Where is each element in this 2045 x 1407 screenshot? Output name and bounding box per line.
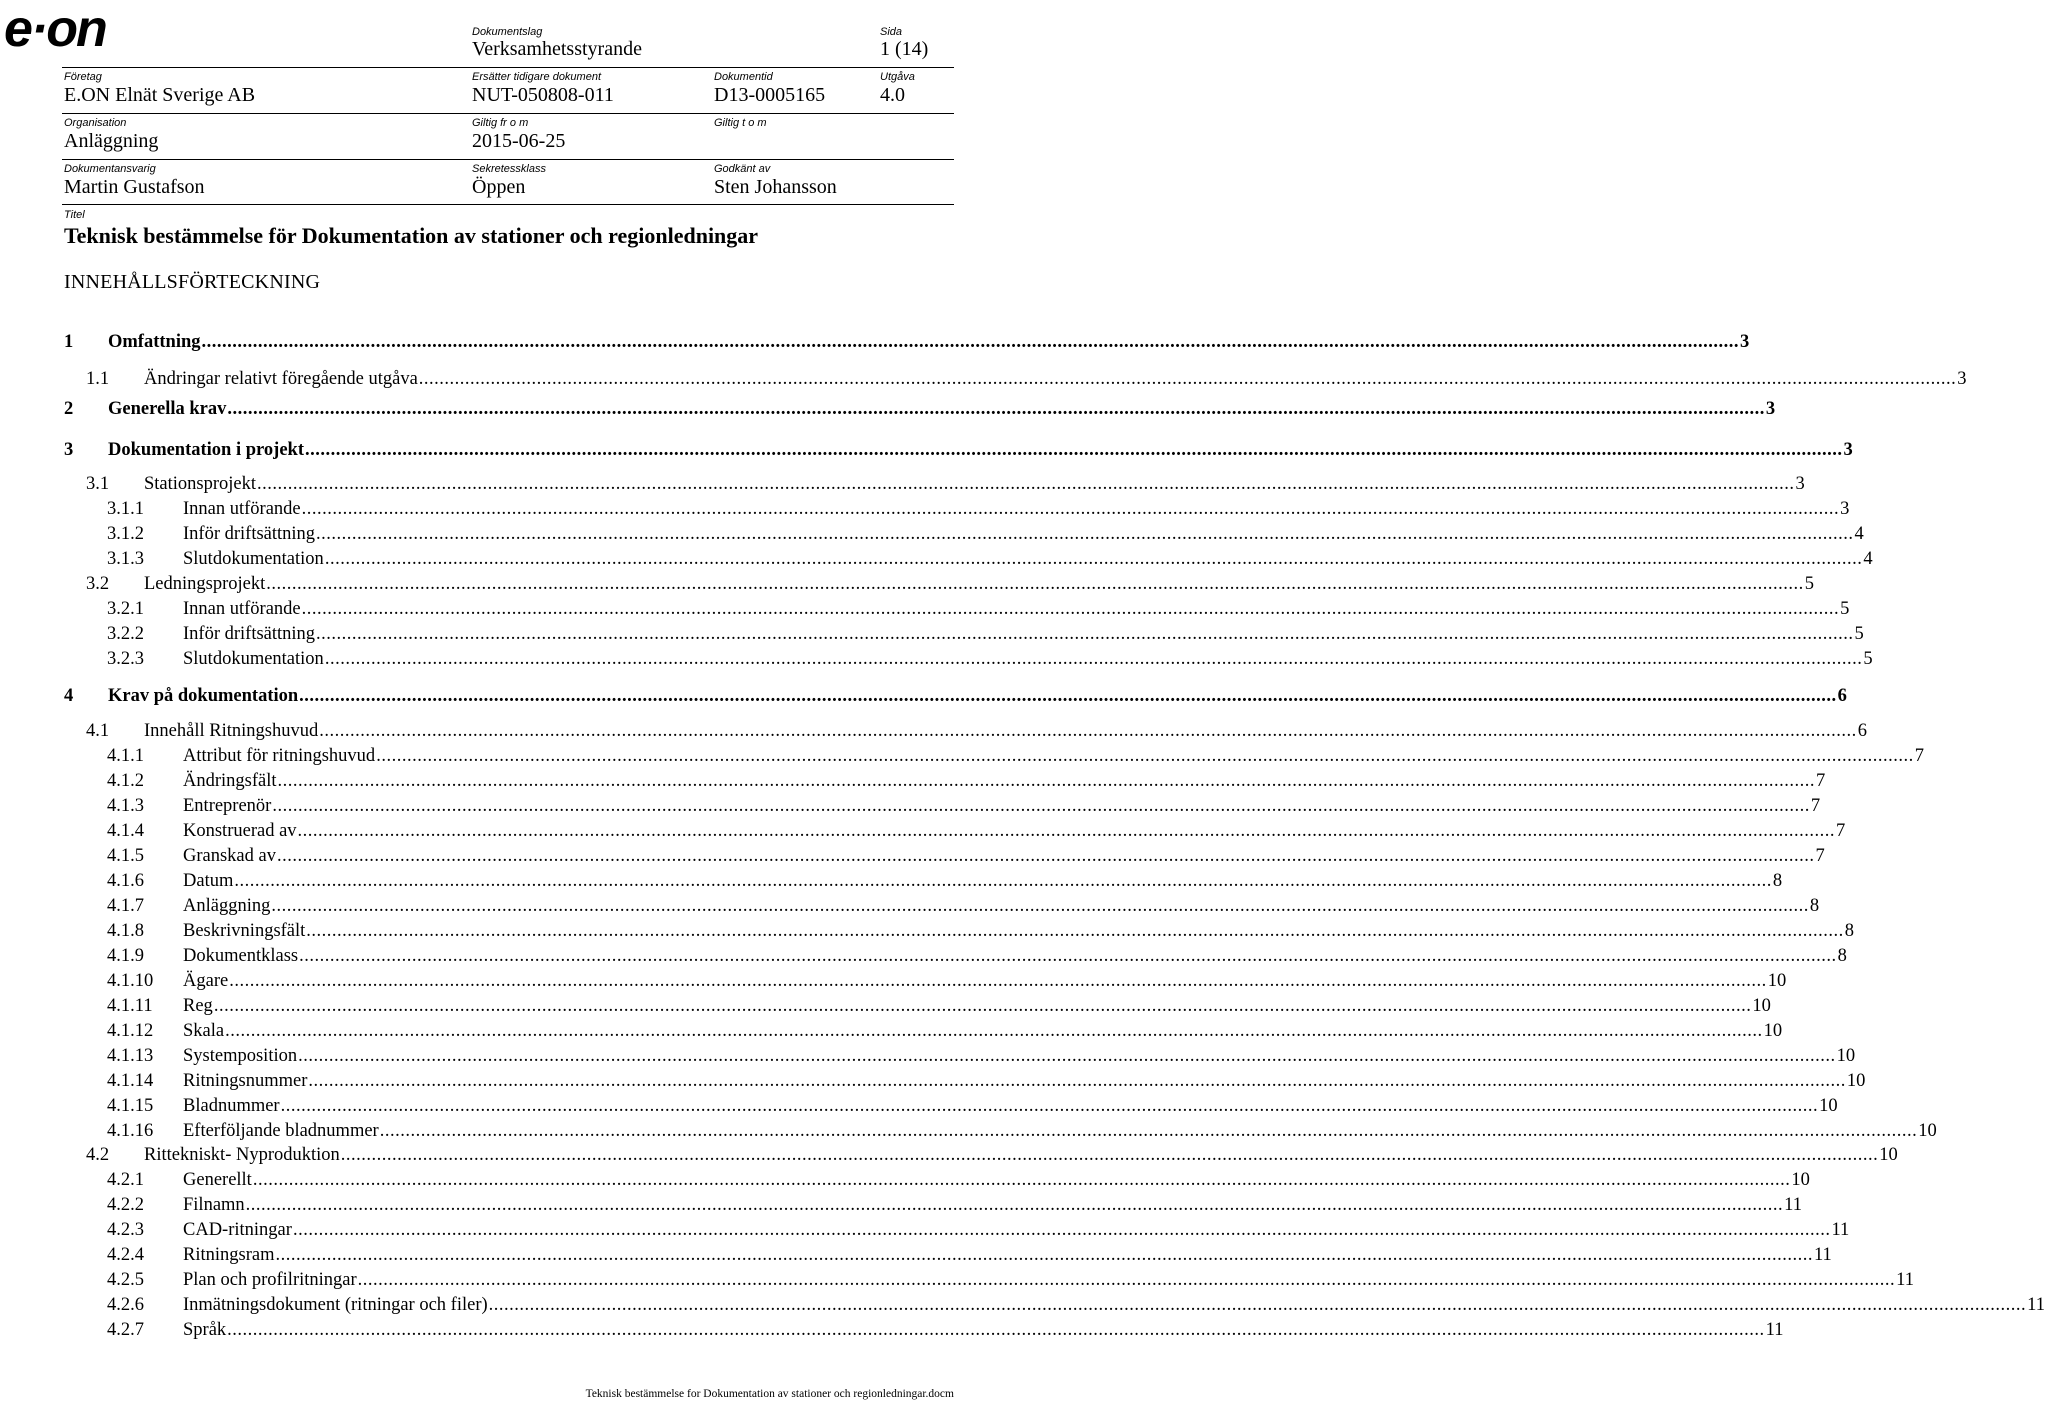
eon-logo <box>4 0 164 58</box>
toc-entry-title: Ritningsram <box>183 1245 275 1265</box>
toc-dot-leader: ............................................................................................................................................................................................................................................................................................................ <box>272 796 1810 816</box>
toc-entry-page: 11 <box>1896 1270 1914 1290</box>
toc-entry[interactable] <box>107 498 1850 520</box>
toc-entry[interactable] <box>107 745 1924 767</box>
toc-entry-page: 8 <box>1772 871 1783 891</box>
value-sekretessklass: Öppen <box>472 176 526 198</box>
toc-entry-title: Slutdokumentation <box>183 649 324 669</box>
toc-dot-leader: ............................................................................................................................................................................................................................................................................................................ <box>276 846 1815 866</box>
toc-entry-title: Granskad av <box>183 846 276 866</box>
toc-entry-number: 4.1.3 <box>107 796 144 816</box>
toc-entry-number: 3.1.3 <box>107 549 144 569</box>
value-organisation: Anläggning <box>64 130 159 152</box>
toc-entry-page: 3 <box>1843 440 1853 460</box>
label-foretag: Företag <box>64 71 102 83</box>
toc-entry-title: Ändringar relativt föregående utgåva <box>144 369 418 389</box>
toc-entry-number: 4.2.1 <box>107 1170 144 1190</box>
toc-entry-page: 10 <box>1819 1096 1838 1116</box>
toc-entry-number: 4.1.15 <box>107 1096 154 1116</box>
toc-entry-number: 4.1.9 <box>107 946 144 966</box>
toc-entry-number: 4.1.4 <box>107 821 144 841</box>
toc-entry[interactable] <box>107 1319 1784 1341</box>
toc-dot-leader: ............................................................................................................................................................................................................................................................................................................ <box>227 1320 1765 1340</box>
toc-entry[interactable] <box>107 598 1850 620</box>
toc-entry-title: Beskrivningsfält <box>183 921 306 941</box>
header-rule <box>62 159 954 160</box>
toc-entry-title: Språk <box>183 1320 227 1340</box>
label-dokumentansvarig: Dokumentansvarig <box>64 163 156 175</box>
toc-dot-leader: ............................................................................................................................................................................................................................................................................................................ <box>488 1295 2027 1315</box>
toc-entry-title: Efterföljande bladnummer <box>183 1121 379 1141</box>
toc-entry-page: 10 <box>1836 1046 1856 1066</box>
toc-entry-page: 6 <box>1837 686 1847 706</box>
toc-entry-page: 4 <box>1863 549 1873 569</box>
toc-entry-title: Ledningsprojekt <box>144 574 266 594</box>
toc-entry[interactable] <box>107 523 1864 545</box>
toc-entry[interactable] <box>107 970 1787 992</box>
toc-dot-leader: ............................................................................................................................................................................................................................................................................................................ <box>201 332 1739 352</box>
toc-entry-number: 4.2.5 <box>107 1270 144 1290</box>
toc-entry-number: 4.1.12 <box>107 1021 154 1041</box>
value-ersatter: NUT-050808-011 <box>472 84 614 106</box>
toc-dot-leader: ............................................................................................................................................................................................................................................................................................................ <box>418 369 1957 389</box>
toc-entry-page: 3 <box>1957 369 1967 389</box>
toc-entry-number: 4.1.7 <box>107 896 144 916</box>
label-organisation: Organisation <box>64 117 127 129</box>
toc-entry[interactable] <box>107 1294 2045 1316</box>
toc-entry-title: Omfattning <box>108 332 201 352</box>
toc-dot-leader: ............................................................................................................................................................................................................................................................................................................ <box>280 1096 1819 1116</box>
toc-entry-page: 11 <box>1831 1220 1850 1240</box>
toc-entry-page: 10 <box>1752 996 1771 1016</box>
toc-entry[interactable] <box>86 473 1805 495</box>
toc-entry[interactable] <box>64 685 1847 707</box>
toc-entry-title: Rittekniskt- Nyproduktion <box>144 1145 340 1165</box>
toc-entry-title: Generella krav <box>108 399 227 419</box>
toc-entry[interactable] <box>86 1144 1898 1166</box>
toc-entry-page: 10 <box>1763 1021 1783 1041</box>
toc-entry-number: 4.1.14 <box>107 1071 154 1091</box>
toc-entry-page: 3 <box>1740 332 1750 352</box>
toc-entry-page: 11 <box>1784 1195 1802 1215</box>
toc-entry-title: Attribut för ritningshuvud <box>183 746 376 766</box>
toc-entry-title: Konstruerad av <box>183 821 297 841</box>
header-rule <box>62 113 954 114</box>
toc-entry-number: 1.1 <box>86 369 110 389</box>
toc-entry[interactable] <box>107 820 1846 842</box>
toc-entry-number: 2 <box>64 399 74 419</box>
header-rule <box>62 67 954 68</box>
toc-entry-page: 5 <box>1854 624 1864 644</box>
toc-entry-number: 4.1.13 <box>107 1046 154 1066</box>
toc-entry-number: 3 <box>64 440 74 460</box>
toc-entry-title: CAD-ritningar <box>183 1220 292 1240</box>
toc-entry-number: 4.1.16 <box>107 1121 154 1141</box>
toc-entry[interactable] <box>107 795 1821 817</box>
toc-entry-title: Anläggning <box>183 896 271 916</box>
toc-entry-number: 3.2 <box>86 574 110 594</box>
toc-dot-leader: ............................................................................................................................................................................................................................................................................................................ <box>299 946 1837 966</box>
value-foretag: E.ON Elnät Sverige AB <box>64 84 256 106</box>
toc-entry[interactable] <box>64 331 1750 353</box>
toc-entry-page: 10 <box>1879 1145 1898 1165</box>
header-rule <box>62 204 954 205</box>
label-dokumentslag: Dokumentslag <box>472 26 543 38</box>
toc-entry-page: 5 <box>1804 574 1815 594</box>
toc-entry-number: 4.1.6 <box>107 871 144 891</box>
toc-entry-title: Dokumentklass <box>183 946 299 966</box>
toc-entry-title: Reg <box>183 996 213 1016</box>
toc-entry-title: Innehåll Ritningshuvud <box>144 721 319 741</box>
toc-entry-page: 10 <box>1791 1170 1810 1190</box>
value-dokumentslag: Verksamhetsstyrande <box>472 38 642 60</box>
toc-entry-page: 4 <box>1854 524 1864 544</box>
toc-dot-leader: ............................................................................................................................................................................................................................................................................................................ <box>376 746 1914 766</box>
toc-entry-page: 10 <box>1918 1121 1937 1141</box>
toc-entry-page: 8 <box>1837 946 1847 966</box>
eon-logo-mark <box>4 0 164 58</box>
toc-entry-page: 3 <box>1840 499 1850 519</box>
toc-entry-page: 11 <box>1765 1320 1784 1340</box>
toc-entry-title: Slutdokumentation <box>183 549 324 569</box>
toc-entry-title: Dokumentation i projekt <box>108 440 304 460</box>
toc-dot-leader: ............................................................................................................................................................................................................................................................................................................ <box>297 821 1836 841</box>
toc-entry-number: 3.1.2 <box>107 524 144 544</box>
toc-entry-number: 4.1.1 <box>107 746 144 766</box>
toc-dot-leader: ............................................................................................................................................................................................................................................................................................................ <box>229 971 1767 991</box>
label-giltig-tom: Giltig t o m <box>714 117 767 129</box>
toc-dot-leader: ............................................................................................................................................................................................................................................................................................................ <box>306 921 1844 941</box>
toc-dot-leader: ............................................................................................................................................................................................................................................................................................................ <box>324 649 1863 669</box>
label-ersatter: Ersätter tidigare dokument <box>472 71 602 83</box>
toc-entry-page: 3 <box>1795 474 1805 494</box>
toc-dot-leader: ............................................................................................................................................................................................................................................................................................................ <box>324 549 1863 569</box>
toc-dot-leader: ............................................................................................................................................................................................................................................................................................................ <box>340 1145 1879 1165</box>
value-dokumentansvarig: Martin Gustafson <box>64 176 205 198</box>
toc-entry-title: Ägare <box>183 971 229 991</box>
toc-entry[interactable] <box>107 648 1873 670</box>
toc-dot-leader: ............................................................................................................................................................................................................................................................................................................ <box>271 896 1809 916</box>
eon-logo-text: e·on <box>4 0 106 58</box>
toc-dot-leader: ............................................................................................................................................................................................................................................................................................................ <box>299 686 1837 706</box>
value-sida: 1 (14) <box>880 38 929 60</box>
toc-entry-page: 7 <box>1815 846 1825 866</box>
toc-entry-title: Bladnummer <box>183 1096 280 1116</box>
toc-entry[interactable] <box>107 1095 1838 1117</box>
toc-entry-number: 4.2.7 <box>107 1320 144 1340</box>
toc-entry-number: 4.2.6 <box>107 1295 144 1315</box>
toc-entry[interactable] <box>107 920 1855 942</box>
toc-entry[interactable] <box>107 1120 1937 1142</box>
label-godkant-av: Godkänt av <box>714 163 771 175</box>
toc-entry-title: Inför driftsättning <box>183 524 316 544</box>
toc-dot-leader: ............................................................................................................................................................................................................................................................................................................ <box>316 624 1854 644</box>
toc-entry[interactable] <box>107 623 1864 645</box>
label-giltig-from: Giltig fr o m <box>472 117 529 129</box>
toc-dot-leader: ............................................................................................................................................................................................................................................................................................................ <box>225 1021 1763 1041</box>
toc-dot-leader: ............................................................................................................................................................................................................................................................................................................ <box>245 1195 1784 1215</box>
toc-entry-number: 3.1.1 <box>107 499 144 519</box>
toc-dot-leader: ............................................................................................................................................................................................................................................................................................................ <box>304 440 1843 460</box>
toc-entry-number: 4.2.3 <box>107 1220 144 1240</box>
toc-dot-leader: ............................................................................................................................................................................................................................................................................................................ <box>316 524 1854 544</box>
toc-dot-leader: ............................................................................................................................................................................................................................................................................................................ <box>266 574 1804 594</box>
toc-entry-number: 3.2.1 <box>107 599 144 619</box>
toc-entry-page: 7 <box>1816 771 1826 791</box>
toc-dot-leader: ............................................................................................................................................................................................................................................................................................................ <box>308 1071 1846 1091</box>
toc-entry-title: Krav på dokumentation <box>108 686 299 706</box>
toc-entry-title: Stationsprojekt <box>144 474 257 494</box>
toc-dot-leader: ............................................................................................................................................................................................................................................................................................................ <box>379 1121 1918 1141</box>
toc-entry-number: 4.1.10 <box>107 971 154 991</box>
toc-entry-title: Innan utförande <box>183 599 301 619</box>
label-utgava: Utgåva <box>880 71 915 83</box>
toc-entry[interactable] <box>107 845 1825 867</box>
toc-entry-page: 5 <box>1840 599 1850 619</box>
toc-entry[interactable] <box>107 770 1826 792</box>
toc-entry-page: 10 <box>1767 971 1787 991</box>
toc-entry-title: Plan och profilritningar <box>183 1270 357 1290</box>
toc-dot-leader: ............................................................................................................................................................................................................................................................................................................ <box>301 599 1840 619</box>
toc-entry-page: 11 <box>1813 1245 1832 1265</box>
toc-entry[interactable] <box>86 573 1815 595</box>
toc-entry[interactable] <box>107 548 1873 570</box>
toc-entry-title: Inför driftsättning <box>183 624 316 644</box>
toc-dot-leader: ............................................................................................................................................................................................................................................................................................................ <box>357 1270 1896 1290</box>
label-dokumentid: Dokumentid <box>714 71 773 83</box>
value-utgava: 4.0 <box>880 84 905 106</box>
toc-entry-number: 4.1 <box>86 721 110 741</box>
toc-entry[interactable] <box>107 895 1820 917</box>
toc-entry[interactable] <box>86 368 1967 390</box>
toc-dot-leader: ............................................................................................................................................................................................................................................................................................................ <box>298 1046 1836 1066</box>
toc-dot-leader: ............................................................................................................................................................................................................................................................................................................ <box>257 474 1795 494</box>
label-sida: Sida <box>880 26 903 38</box>
toc-entry-page: 5 <box>1863 649 1873 669</box>
toc-entry[interactable] <box>107 1169 1810 1191</box>
value-godkant-av: Sten Johansson <box>714 176 837 198</box>
toc-entry-number: 4.2.4 <box>107 1245 144 1265</box>
toc-dot-leader: ............................................................................................................................................................................................................................................................................................................ <box>227 399 1765 419</box>
toc-entry-title: Filnamn <box>183 1195 245 1215</box>
toc-entry-title: Ändringsfält <box>183 771 277 791</box>
label-sekretessklass: Sekretessklass <box>472 163 546 175</box>
toc-dot-leader: ............................................................................................................................................................................................................................................................................................................ <box>292 1220 1831 1240</box>
toc-dot-leader: ............................................................................................................................................................................................................................................................................................................ <box>275 1245 1813 1265</box>
toc-entry-page: 8 <box>1809 896 1820 916</box>
toc-entry-number: 1 <box>64 332 74 352</box>
toc-entry-number: 4.2.2 <box>107 1195 144 1215</box>
toc-entry-title: Datum <box>183 871 234 891</box>
toc-entry-page: 11 <box>2027 1295 2045 1315</box>
toc-entry-number: 3.1 <box>86 474 110 494</box>
toc-entry-page: 3 <box>1765 399 1776 419</box>
toc-entry-page: 7 <box>1914 746 1924 766</box>
toc-entry-page: 10 <box>1846 1071 1866 1091</box>
toc-entry[interactable] <box>107 1244 1832 1266</box>
toc-entry-page: 7 <box>1810 796 1821 816</box>
footer-filename: Teknisk bestämmelse for Dokumentation av stationer och regionledningar.docm <box>585 1388 954 1400</box>
toc-entry-title: Inmätningsdokument (ritningar och filer) <box>183 1295 488 1315</box>
toc-entry[interactable] <box>64 398 1776 420</box>
toc-dot-leader: ............................................................................................................................................................................................................................................................................................................ <box>252 1170 1791 1190</box>
toc-entry-title: Ritningsnummer <box>183 1071 308 1091</box>
toc-entry-number: 4.1.11 <box>107 996 153 1016</box>
toc-dot-leader: ............................................................................................................................................................................................................................................................................................................ <box>213 996 1752 1016</box>
toc-entry[interactable] <box>107 870 1783 892</box>
toc-entry-title: Generellt <box>183 1170 252 1190</box>
toc-entry-number: 4.1.8 <box>107 921 144 941</box>
toc-entry-number: 3.2.2 <box>107 624 144 644</box>
toc-entry-number: 3.2.3 <box>107 649 144 669</box>
toc-dot-leader: ............................................................................................................................................................................................................................................................................................................ <box>319 721 1857 741</box>
document-title: Teknisk bestämmelse för Dokumentation av stationer och regionledningar <box>64 223 759 248</box>
toc-dot-leader: ............................................................................................................................................................................................................................................................................................................ <box>301 499 1840 519</box>
toc-entry[interactable] <box>107 1269 1914 1291</box>
toc-dot-leader: ............................................................................................................................................................................................................................................................................................................ <box>277 771 1816 791</box>
toc-entry-number: 4.2 <box>86 1145 110 1165</box>
toc-entry-title: Entreprenör <box>183 796 272 816</box>
label-titel: Titel <box>64 209 85 221</box>
value-dokumentid: D13-0005165 <box>714 84 826 106</box>
toc-heading: INNEHÅLLSFÖRTECKNING <box>64 271 321 293</box>
toc-entry-title: Systemposition <box>183 1046 298 1066</box>
toc-entry[interactable] <box>107 1219 1850 1241</box>
toc-entry-page: 7 <box>1836 821 1846 841</box>
toc-entry-number: 4.1.2 <box>107 771 144 791</box>
value-giltig-from: 2015-06-25 <box>472 130 566 152</box>
toc-entry-page: 6 <box>1857 721 1867 741</box>
toc-dot-leader: ............................................................................................................................................................................................................................................................................................................ <box>234 871 1772 891</box>
toc-entry[interactable] <box>64 439 1853 461</box>
toc-entry[interactable] <box>107 995 1771 1017</box>
toc-entry[interactable] <box>107 1194 1802 1216</box>
toc-entry-title: Innan utförande <box>183 499 301 519</box>
toc-entry[interactable] <box>107 945 1847 967</box>
toc-entry-page: 8 <box>1844 921 1855 941</box>
toc-entry-title: Skala <box>183 1021 225 1041</box>
toc-entry[interactable] <box>107 1045 1856 1067</box>
toc-entry[interactable] <box>86 720 1867 742</box>
toc-entry-number: 4 <box>64 686 74 706</box>
toc-entry[interactable] <box>107 1070 1866 1092</box>
toc-entry-number: 4.1.5 <box>107 846 144 866</box>
toc-entry[interactable] <box>107 1020 1783 1042</box>
